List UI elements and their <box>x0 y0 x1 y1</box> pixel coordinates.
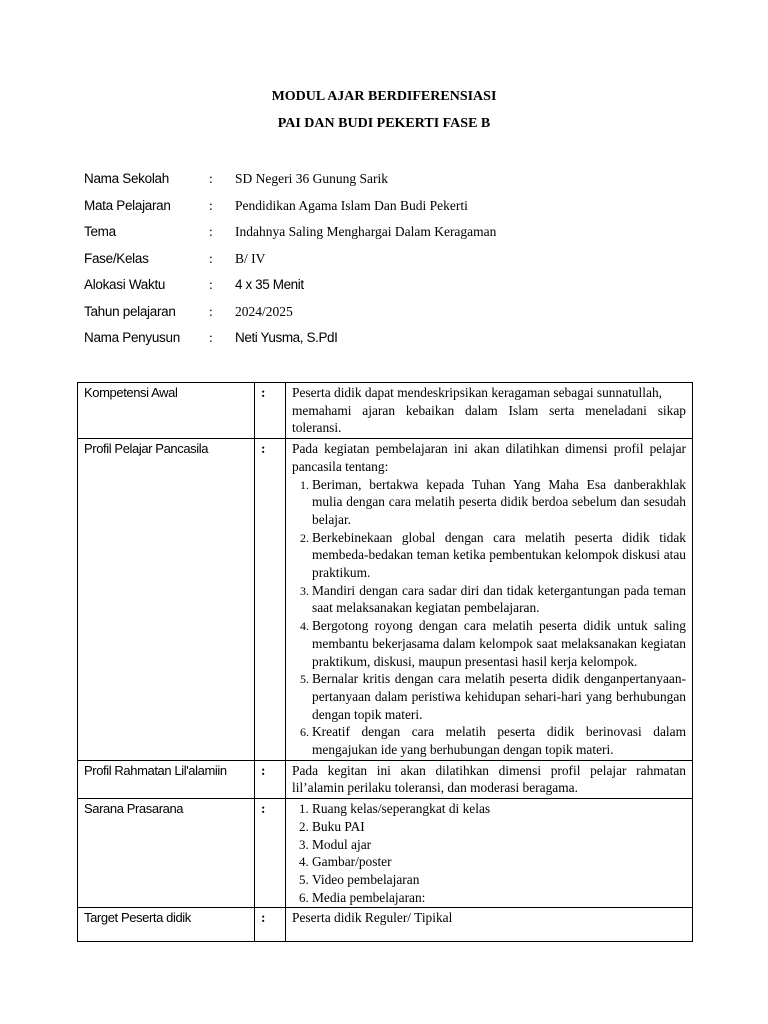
identity-colon: : <box>209 277 213 292</box>
list-item: 1. Beriman, bertakwa kepada Tuhan Yang Maha Esa danberakhlak mulia dengan cara melatih peserta didik berdoa sebelum dan sesudah belajar. <box>312 476 686 529</box>
list-item: 3. Modul ajar <box>312 836 686 854</box>
profil-intro: Pada kegiatan pembelajaran ini akan dilatihkan dimensi profil pelajar pancasila tentang: <box>292 441 686 474</box>
row-value: Pada kegitan ini akan dilatihkan dimensi profil pelajar rahmatan lil’alamin perilaku toleransi, dan moderasi beragama. <box>286 760 693 798</box>
row-label: Target Peserta didik <box>78 908 255 942</box>
identity-label: Tahun pelajaran <box>84 303 176 319</box>
row-colon: : <box>255 908 286 942</box>
row-target-peserta <box>78 908 693 942</box>
row-sarana-prasarana <box>78 799 693 908</box>
identity-row-author <box>84 330 644 357</box>
row-colon: : <box>255 383 286 439</box>
row-label: Profil Rahmatan Lil'alamiin <box>78 760 255 798</box>
identity-value: B/ IV <box>235 250 266 266</box>
identity-colon: : <box>209 171 213 186</box>
identity-value: 4 x 35 Menit <box>235 277 304 292</box>
list-item: 6. Kreatif dengan cara melatih peserta didik berinovasi dalam mengajukan ide yang berhubungan dengan topik materi. <box>312 723 686 758</box>
document-subtitle: PAI DAN BUDI PEKERTI FASE B <box>277 116 491 131</box>
sarana-list <box>292 800 686 906</box>
identity-colon: : <box>209 303 213 319</box>
profil-list <box>292 476 686 759</box>
identity-row-subject <box>84 198 644 225</box>
list-item: 4. Gambar/poster <box>312 853 686 871</box>
row-value: Peserta didik Reguler/ Tipikal <box>286 908 693 942</box>
row-value <box>286 383 693 439</box>
identity-label: Nama Sekolah <box>84 171 169 186</box>
identity-label: Fase/Kelas <box>84 250 149 266</box>
identity-label: Tema <box>84 224 116 239</box>
identity-colon: : <box>209 224 213 239</box>
kompetensi-line-2: memahami ajaran kebaikan dalam Islam serta meneladani sikap toleransi. <box>292 402 686 436</box>
identity-row-school <box>84 171 644 198</box>
identity-label: Mata Pelajaran <box>84 197 171 213</box>
list-item: 2. Buku PAI <box>312 818 686 836</box>
identity-row-time <box>84 277 644 304</box>
row-colon: : <box>255 760 286 798</box>
list-item: 1. Ruang kelas/seperangkat di kelas <box>312 800 686 818</box>
identity-label: Nama Penyusun <box>84 330 180 345</box>
row-label: Profil Pelajar Pancasila <box>78 439 255 761</box>
kompetensi-line-1: Peserta didik dapat mendeskripsikan keragaman sebagai sunnatullah, <box>292 385 662 400</box>
identity-value: Neti Yusma, S.PdI <box>235 330 338 345</box>
document-title: MODUL AJAR BERDIFERENSIASI <box>271 89 497 104</box>
list-item: 5. Bernalar kritis dengan cara melatih peserta didik denganpertanyaan-pertanyaan dalam peristiwa kehidupan sehari-hari yang berhubungan dengan topik materi. <box>312 670 686 723</box>
identity-row-year <box>84 304 644 331</box>
list-item: 4. Bergotong royong dengan cara melatih peserta didik untuk saling membantu bekerjasama dalam kelompok saat melaksanakan kegiatan praktikum, diskusi, maupun presentasi hasil kerja kelompok. <box>312 617 686 670</box>
identity-colon: : <box>209 330 213 345</box>
row-value <box>286 799 693 908</box>
row-colon: : <box>255 439 286 761</box>
identity-value: SD Negeri 36 Gunung Sarik <box>235 171 388 186</box>
row-profil-pancasila <box>78 439 693 761</box>
identity-value: Pendidikan Agama Islam Dan Budi Pekerti <box>235 197 468 213</box>
row-colon: : <box>255 799 286 908</box>
identity-label: Alokasi Waktu <box>84 277 166 292</box>
list-item: 5. Video pembelajaran <box>312 871 686 889</box>
identity-colon: : <box>209 250 213 266</box>
identity-value: Indahnya Saling Menghargai Dalam Keragaman <box>235 224 497 239</box>
row-kompetensi-awal <box>78 383 693 439</box>
list-item: 6. Media pembelajaran: <box>312 889 686 907</box>
row-label: Sarana Prasarana <box>78 799 255 908</box>
identity-row-theme <box>84 224 644 251</box>
module-table <box>77 382 693 942</box>
row-profil-rahmatan <box>78 760 693 798</box>
identity-value: 2024/2025 <box>235 303 293 319</box>
row-label: Kompetensi Awal <box>78 383 255 439</box>
identity-colon: : <box>209 197 213 213</box>
identity-row-phase <box>84 251 644 278</box>
row-value <box>286 439 693 761</box>
identity-section <box>84 171 644 357</box>
list-item: 3. Mandiri dengan cara sadar diri dan tidak ketergantungan pada teman saat melaksanakan kegiatan pembelajaran. <box>312 582 686 617</box>
list-item: 2. Berkebinekaan global dengan cara melatih peserta didik tidak membeda-bedakan teman ketika pembentukan kelompok diskusi atau praktikum. <box>312 529 686 582</box>
